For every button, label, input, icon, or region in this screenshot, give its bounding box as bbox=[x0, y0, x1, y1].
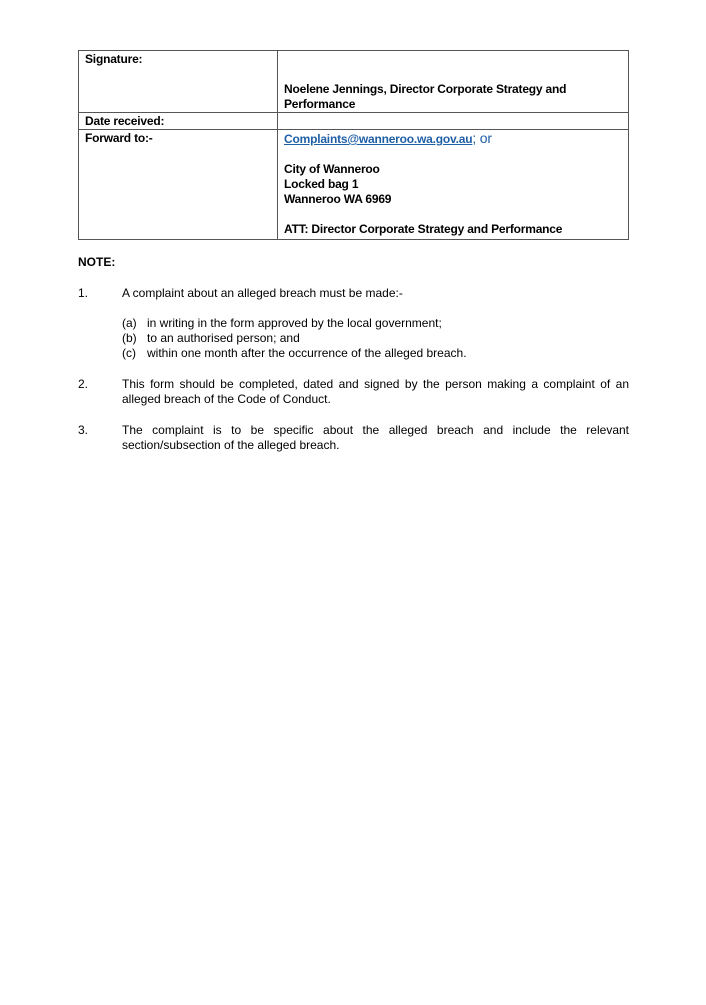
complaint-form-table bbox=[78, 50, 629, 240]
forward-to-label: Forward to:- bbox=[79, 130, 278, 240]
note-item-number: 1. bbox=[78, 286, 89, 300]
note-sub-item-c bbox=[122, 346, 467, 361]
note-item-text: This form should be completed, dated and signed by the person making a complaint of an alleged breach of the Code of Conduct. bbox=[122, 377, 629, 406]
forward-to-row bbox=[79, 130, 629, 240]
signature-label: Signature: bbox=[79, 51, 278, 113]
date-received-row bbox=[79, 113, 629, 130]
note-title: NOTE: bbox=[78, 255, 116, 269]
email-or-text: ; or bbox=[472, 130, 492, 146]
address-line-1: City of Wanneroo bbox=[284, 162, 380, 176]
spacer bbox=[284, 207, 622, 222]
signature-row bbox=[79, 51, 629, 113]
sub-item-mark: (c) bbox=[122, 346, 136, 360]
address-line-2: Locked bag 1 bbox=[284, 177, 359, 191]
note-item-text: A complaint about an alleged breach must be made:- bbox=[122, 286, 403, 300]
complaints-email-link[interactable]: Complaints@wanneroo.wa.gov.au bbox=[284, 132, 473, 146]
signature-value[interactable]: Noelene Jennings, Director Corporate Strategy and Performance bbox=[278, 51, 629, 113]
note-sub-item-b bbox=[122, 331, 300, 346]
note-item-number: 3. bbox=[78, 423, 89, 437]
note-item-1 bbox=[78, 286, 629, 301]
date-received-label: Date received: bbox=[79, 113, 278, 130]
attention-line: ATT: Director Corporate Strategy and Performance bbox=[284, 222, 563, 236]
sub-item-text: in writing in the form approved by the local government; bbox=[147, 316, 442, 330]
note-sub-item-a bbox=[122, 316, 442, 331]
sub-item-mark: (a) bbox=[122, 316, 137, 330]
sub-item-text: within one month after the occurrence of the alleged breach. bbox=[147, 346, 467, 360]
note-item-3 bbox=[78, 423, 629, 453]
note-item-2 bbox=[78, 377, 629, 407]
spacer bbox=[284, 147, 622, 162]
note-item-text: The complaint is to be specific about the alleged breach and include the relevant section/subsection of the alleged breach. bbox=[122, 423, 629, 452]
note-item-number: 2. bbox=[78, 377, 89, 391]
address-line-3: Wanneroo WA 6969 bbox=[284, 192, 392, 206]
sub-item-mark: (b) bbox=[122, 331, 137, 345]
forward-to-value bbox=[278, 130, 629, 240]
sub-item-text: to an authorised person; and bbox=[147, 331, 300, 345]
forward-email-line bbox=[284, 131, 622, 147]
date-received-field[interactable] bbox=[278, 113, 629, 130]
